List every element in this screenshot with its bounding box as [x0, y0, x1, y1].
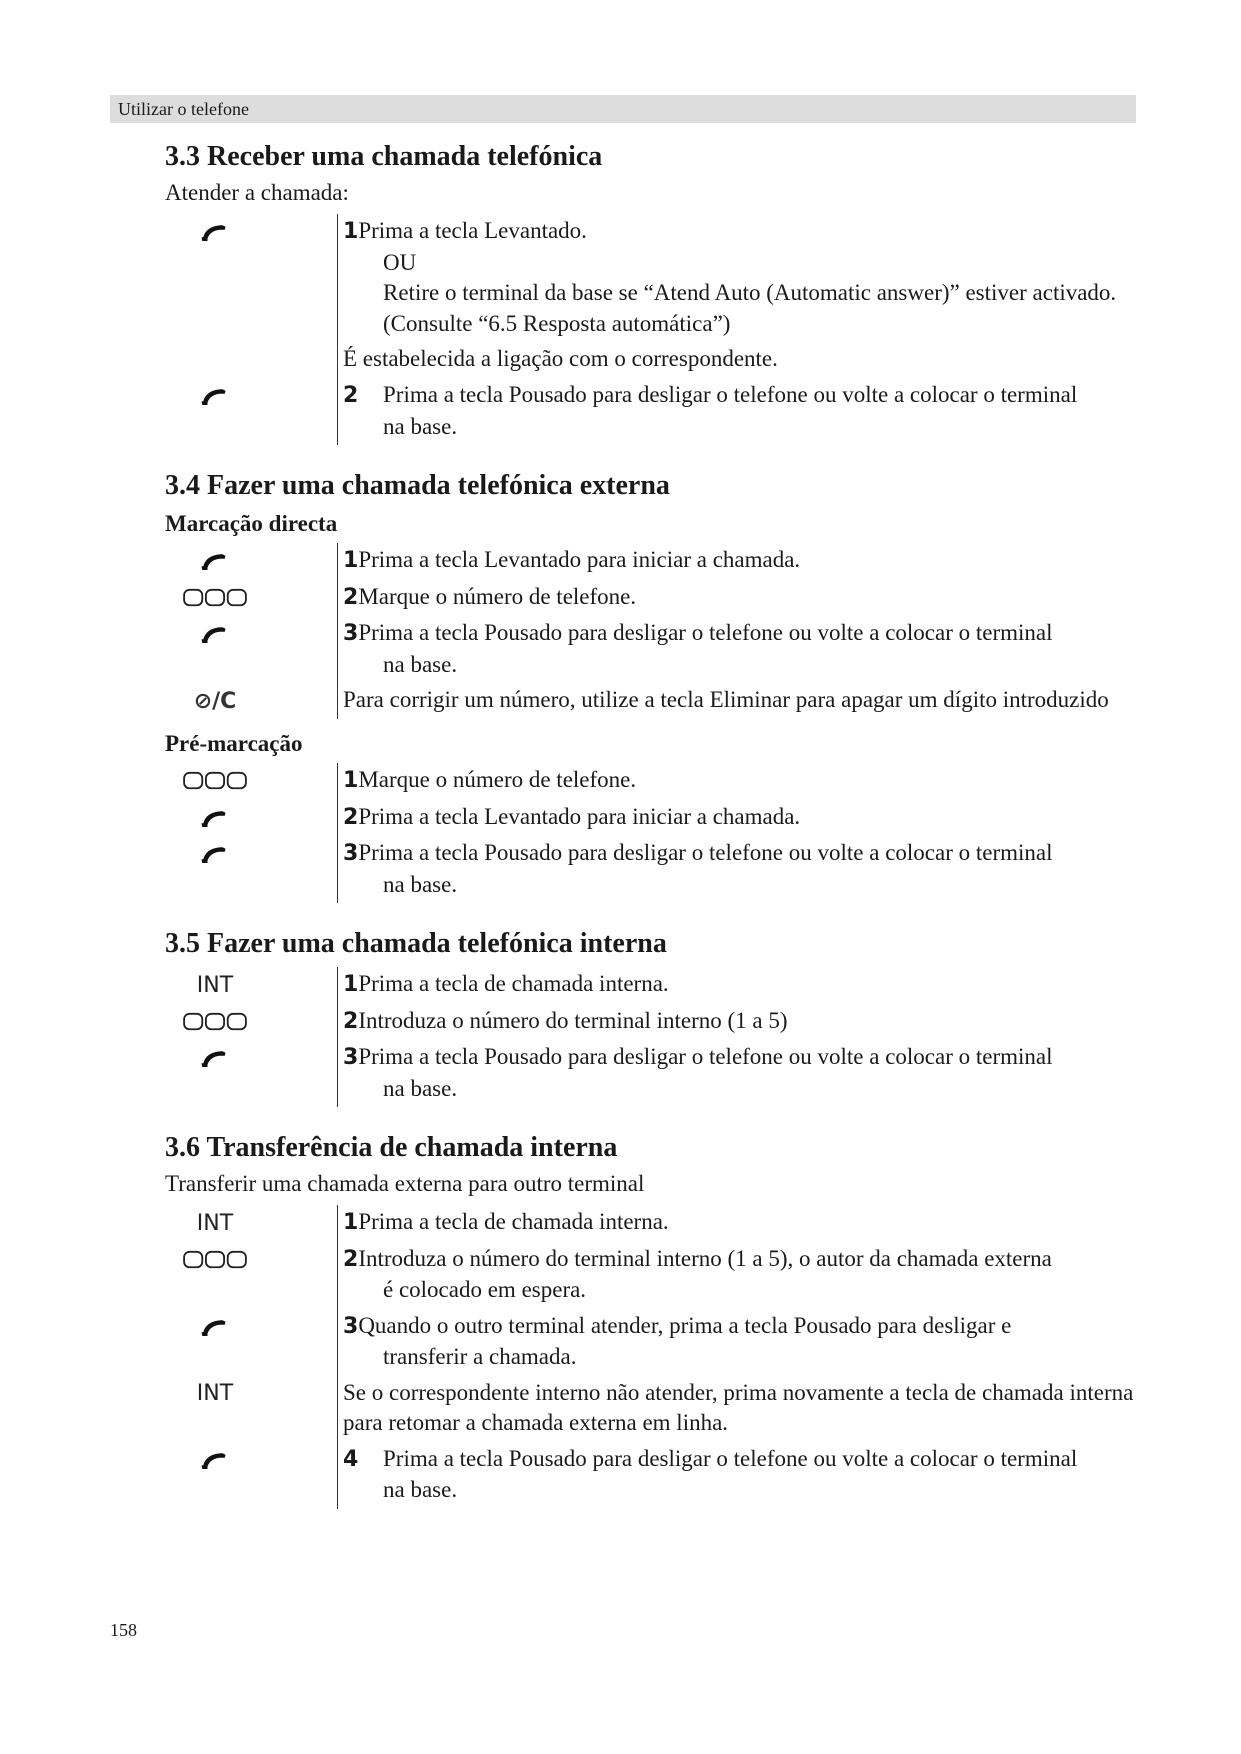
handset-onhook-icon	[165, 1309, 265, 1345]
step-number: 2	[343, 1246, 359, 1272]
keypad-icon	[165, 1004, 265, 1040]
step-text: Quando o outro terminal atender, prima a tecla Pousado para desligar e	[358, 1312, 1012, 1338]
step-row	[165, 800, 1145, 837]
established-text: É estabelecida a ligação com o correspondente.	[343, 346, 778, 371]
handset-onhook-icon	[165, 616, 265, 652]
step-text: Prima a tecla Pousado para desligar o telefone ou volte a colocar o terminal	[358, 840, 1053, 865]
handset-onhook-icon	[165, 1442, 265, 1478]
step-row	[165, 616, 1145, 683]
keypad-icon	[165, 580, 265, 616]
correction-text: Para corrigir um número, utilize a tecla Eliminar para apagar um dígito introduzido	[343, 687, 1109, 712]
page-content	[165, 140, 1145, 1519]
step-text: Prima a tecla de chamada interna.	[358, 971, 669, 996]
step-number: 2	[343, 584, 359, 610]
or-text: OU	[383, 249, 417, 275]
step-number: 2	[343, 1008, 359, 1034]
step-text: Introduza o número do terminal interno (1 a 5)	[358, 1007, 788, 1033]
step-row	[165, 214, 1145, 342]
step-text-cont: na base.	[383, 1477, 458, 1502]
int-key-icon	[165, 1205, 265, 1241]
step-row	[165, 967, 1145, 1004]
step-number: 3	[343, 621, 359, 646]
step-text: Prima a tecla Levantado para iniciar a chamada.	[358, 803, 801, 829]
section-3-5-steps	[165, 967, 1145, 1107]
step-text-cont: na base.	[383, 1075, 458, 1101]
step-row	[165, 1205, 1145, 1242]
header-title: Utilizar o telefone	[118, 99, 249, 119]
step-text: Prima a tecla Pousado para desligar o telefone ou volte a colocar o terminal	[358, 620, 1053, 645]
note-text: Se o correspondente interno não atender, prima novamente a tecla de chamada interna para retomar a chamada externa em linha.	[343, 1379, 1134, 1435]
predial-heading: Pré-marcação	[165, 731, 303, 756]
int-key-icon	[165, 967, 265, 1003]
step-text: Prima a tecla Pousado para desligar o telefone ou volte a colocar o terminal	[358, 1044, 1053, 1069]
step-row	[165, 1309, 1145, 1376]
handset-offhook-icon	[165, 800, 265, 836]
section-3-6-title: 3.6 Transferência de chamada interna	[165, 1132, 618, 1163]
step-text: Prima a tecla Levantado para iniciar a chamada.	[358, 547, 801, 572]
section-3-5-title: 3.5 Fazer uma chamada telefónica interna	[165, 928, 667, 959]
int-key-label: INT	[196, 1210, 234, 1236]
section-3-6-intro: Transferir uma chamada externa para outro terminal	[165, 1171, 645, 1196]
step-number: 2	[343, 383, 359, 408]
step-number: 1	[343, 1210, 359, 1235]
section-3-3-steps	[165, 214, 1145, 445]
step-number: 3	[343, 1045, 359, 1070]
predial-steps	[165, 763, 1145, 903]
handset-onhook-icon	[165, 378, 265, 414]
int-key-label: INT	[196, 1381, 234, 1406]
step-number: 3	[343, 1313, 359, 1339]
int-key-label: INT	[196, 972, 234, 998]
handset-offhook-icon	[165, 543, 265, 579]
step-row	[165, 763, 1145, 800]
step-text-cont: na base.	[383, 651, 458, 677]
step-text-cont: transferir a chamada.	[383, 1344, 577, 1369]
section-3-4-title: 3.4 Fazer uma chamada telefónica externa	[165, 470, 670, 501]
handset-offhook-icon	[165, 214, 265, 250]
step-number: 2	[343, 804, 359, 830]
alt-text: Retire o terminal da base se “Atend Auto (Automatic answer)” estiver activado.	[383, 280, 1117, 305]
step-text-cont: na base.	[383, 413, 458, 439]
handset-onhook-icon	[165, 836, 265, 872]
step-number: 4	[343, 1446, 359, 1472]
step-number: 1	[343, 972, 359, 997]
step-number: 3	[343, 841, 359, 866]
step-number: 1	[343, 548, 359, 573]
step-text: Prima a tecla Pousado para desligar o telefone ou volte a colocar o terminal	[383, 382, 1078, 407]
step-row	[165, 1376, 1145, 1442]
step-text: Marque o número de telefone.	[358, 767, 637, 792]
handset-onhook-icon	[165, 1040, 265, 1076]
delete-key-icon	[165, 683, 265, 719]
section-3-3-intro: Atender a chamada:	[165, 180, 349, 205]
running-header	[110, 95, 1136, 123]
keypad-icon	[165, 763, 265, 799]
step-text: Prima a tecla de chamada interna.	[358, 1209, 669, 1234]
section-3-3-title: 3.3 Receber uma chamada telefónica	[165, 141, 603, 172]
step-row	[165, 836, 1145, 903]
step-row	[165, 1242, 1145, 1309]
section-3-6-steps	[165, 1205, 1145, 1509]
delete-key-label: ⊘/C	[193, 688, 237, 714]
ref-text: (Consulte “6.5 Resposta automática”)	[383, 310, 731, 336]
step-text: Prima a tecla Levantado.	[358, 218, 587, 243]
step-row	[165, 378, 1145, 445]
direct-dial-heading: Marcação directa	[165, 511, 338, 536]
step-row	[165, 342, 1145, 378]
int-key-icon	[165, 1376, 265, 1412]
step-row	[165, 1004, 1145, 1041]
step-text: Marque o número de telefone.	[358, 583, 637, 609]
step-text-cont: é colocado em espera.	[383, 1277, 587, 1302]
step-number: 1	[343, 768, 359, 793]
step-text: Prima a tecla Pousado para desligar o telefone ou volte a colocar o terminal	[383, 1445, 1078, 1471]
step-number: 1	[343, 219, 359, 244]
page-number: 158	[110, 1620, 137, 1640]
step-row	[165, 1442, 1145, 1509]
step-row	[165, 580, 1145, 617]
direct-dial-steps	[165, 543, 1145, 719]
step-row	[165, 1040, 1145, 1107]
step-text-cont: na base.	[383, 871, 458, 897]
keypad-icon	[165, 1242, 265, 1278]
step-row	[165, 683, 1145, 719]
step-row	[165, 543, 1145, 580]
step-text: Introduza o número do terminal interno (1 a 5), o autor da chamada externa	[358, 1245, 1052, 1271]
